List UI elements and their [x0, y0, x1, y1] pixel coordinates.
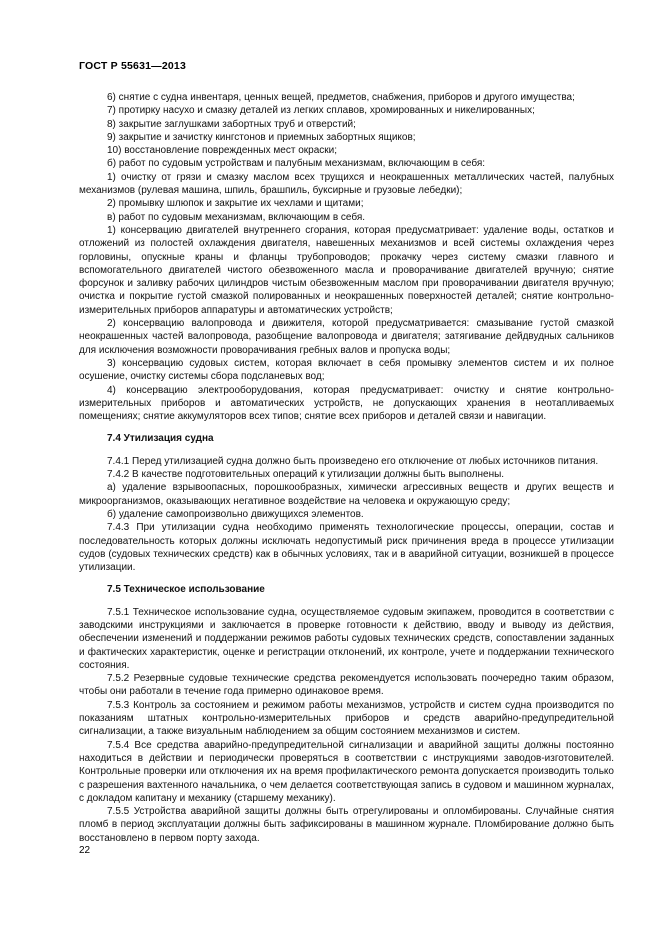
paragraph: 7.5.4 Все средства аварийно-предупредительной сигнализации и аварийной защиты должны постоянно находиться в действии и периодически проверяться в соответствии с инструкциями заводов-изготовителей. Контрольные проверки или отключения их на время профилактического ремонта допускается производить только с разрешения вахтенного начальника, о чем делается соответствующая запись в судовом и машинном журналах, с докладом капитану и механику (старшему механику).: [79, 739, 614, 804]
list-item: 2) промывку шлюпок и закрытие их чехлами и щитами;: [107, 198, 364, 210]
paragraph: 7.4.2 В качестве подготовительных операций к утилизации должны быть выполнены.: [107, 469, 505, 481]
list-item: 9) закрытие и зачистку кингстонов и приемных забортных ящиков;: [107, 131, 416, 143]
list-item: 10) восстановление поврежденных мест окраски;: [107, 145, 338, 157]
document-body: [79, 91, 614, 845]
page-number: 22: [79, 845, 91, 856]
document-header: ГОСТ Р 55631—2013: [79, 60, 187, 72]
list-item: б) работ по судовым устройствам и палубным механизмам, включающим в себя:: [107, 158, 486, 170]
section-heading-7-4: 7.4 Утилизация судна: [107, 433, 214, 445]
list-item: 1) консервацию двигателей внутреннего сгорания, которая предусматривает: удаление воды, остатков и отложений из полостей охлаждения двигателя, навешенных механизмов и всей системы охлаждения через горловины, опускные краны и фланцы трубопроводов; прокачку через систему смазки главного и вспомогательного двигателей чистого обезвоженного масла и проворачивание двигателей вручную; снятие форсунок и заливку рабочих цилиндров чистым обезвоженным маслом при проворачивании двигателя вручную; очистка и покрытие густой смазкой полированных и неокрашенных поверхностей деталей; снятие контрольно-измерительных приборов аппаратуры и автоматических устройств;: [79, 224, 614, 316]
list-item: 8) закрытие заглушками забортных труб и отверстий;: [107, 118, 356, 130]
list-item: 1) очистку от грязи и смазку маслом всех трущихся и неокрашенных металлических частей, палубных механизмов (рулевая машина, шпиль, брашпиль, буксирные и грузовые лебедки);: [79, 171, 614, 197]
paragraph: 7.5.2 Резервные судовые технические средства рекомендуется использовать поочередно таким образом, чтобы они работали в течение года примерно одинаковое время.: [79, 673, 614, 698]
list-item: 2) консервацию валопровода и движителя, которой предусматривается: смазывание густой смазкой неокрашенных частей валопровода, разобщение валопровода и двигателя; затягивание дейдвудных сальников для исключения возможности проворачивания гребных валов и пропуска воды;: [79, 318, 614, 356]
paragraph: 7.5.5 Устройства аварийной защиты должны быть отрегулированы и опломбированы. Случайные снятия пломб в период эксплуатации должны быть зафиксированы в машинном журнале. Пломбирование должно быть восстановлено в первом порту захода.: [79, 806, 614, 844]
list-item: 6) снятие с судна инвентаря, ценных вещей, предметов, снабжения, приборов и другого имущества;: [107, 92, 575, 103]
list-item: 4) консервацию электрооборудования, которая предусматривает: очистку и снятие контрольно-измерительных приборов и автоматических устройств, не допускающих хранения в неотапливаемых помещениях; снятие аккумуляторов всех типов; снятие всех приборов и деталей связи и навигации.: [79, 384, 614, 423]
section-heading-7-5: 7.5 Техническое использование: [107, 584, 265, 596]
list-item: в) работ по судовым механизмам, включающим в себя.: [107, 211, 366, 223]
paragraph: 7.4.3 При утилизации судна необходимо применять технологические процессы, операции, состав и последовательность которых должны исключать недопустимый риск причинения вреда в процессе утилизации судов (судовых технических средств) как в обычных условиях, так и в аварийной ситуации, возникшей в процессе утилизации.: [79, 522, 614, 574]
list-item: 7) протирку насухо и смазку деталей из легких сплавов, хромированных и никелированных;: [107, 105, 535, 117]
paragraph: б) удаление самопроизвольно движущихся элементов.: [107, 508, 364, 520]
list-item: 3) консервацию судовых систем, которая включает в себя промывку элементов систем и их полное осушение, очистку системы сбора подсланевых вод;: [79, 357, 614, 383]
paragraph: 7.5.3 Контроль за состоянием и режимом работы механизмов, устройств и систем судна производится по показаниям штатных контрольно-измерительных приборов и средств аварийно-предупредительной сигнализации, а также визуальным наблюдением за общим состоянием механизмов и систем.: [79, 699, 614, 738]
paragraph: 7.5.1 Техническое использование судна, осуществляемое судовым экипажем, проводится в соответствии с заводскими инструкциями и заключается в проверке готовности к действию, вводу и выводу из действия, обеспечении изменений и поддержании режимов работы судовых технических средств, сопоставлении заданных и фактических характеристик, оценке и регистрации отклонений, их контроле, учете и поддержании технического состояния.: [79, 606, 614, 671]
paragraph: 7.4.1 Перед утилизацией судна должно быть произведено его отключение от любых источников питания.: [107, 455, 599, 467]
paragraph: а) удаление взрывоопасных, порошкообразных, химически агрессивных веществ и других веществ и микроорганизмов, оказывающих негативное воздействие на человека и окружающую среду;: [79, 482, 614, 507]
